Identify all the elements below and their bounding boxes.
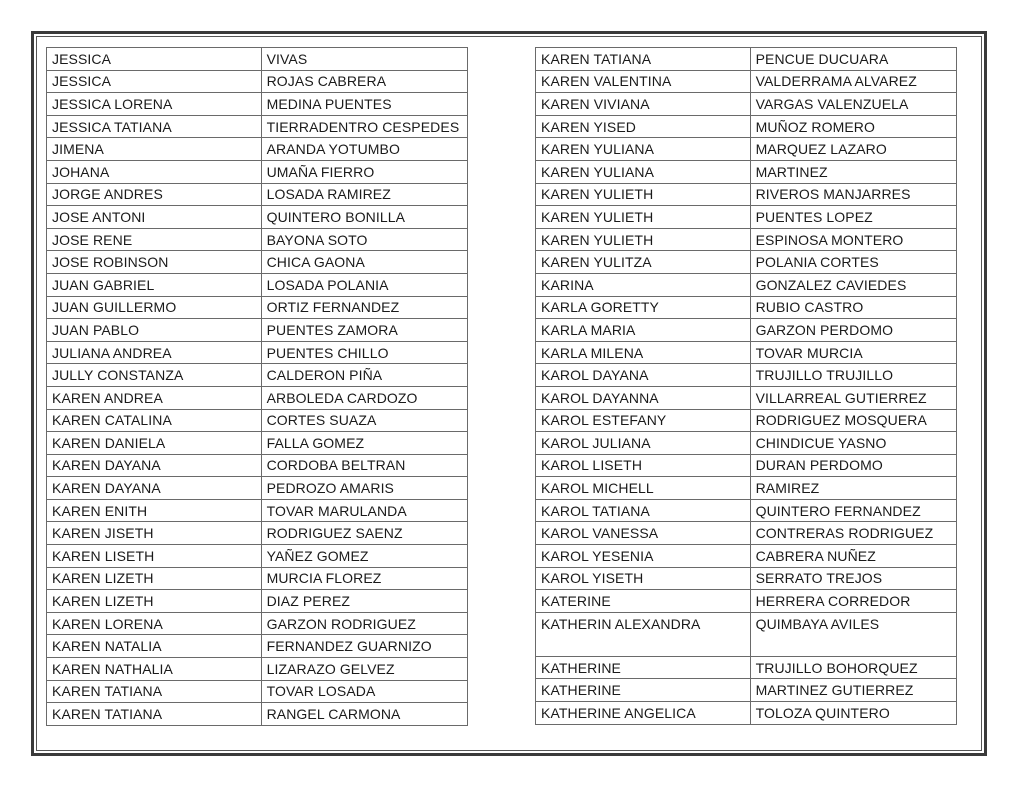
last-name-cell: LOSADA POLANIA	[261, 273, 467, 296]
table-row	[536, 296, 957, 319]
last-name-cell: BAYONA SOTO	[261, 228, 467, 251]
table-row	[536, 656, 957, 679]
table-row	[47, 160, 468, 183]
first-name-cell: KAREN VALENTINA	[536, 70, 751, 93]
first-name-cell: KAREN VIVIANA	[536, 93, 751, 116]
last-name-cell: RODRIGUEZ MOSQUERA	[750, 409, 956, 432]
table-row	[47, 658, 468, 681]
last-name-cell: POLANIA CORTES	[750, 251, 956, 274]
first-name-cell: JOSE RENE	[47, 228, 262, 251]
last-name-cell: FERNANDEZ GUARNIZO	[261, 635, 467, 658]
last-name-cell: CHICA GAONA	[261, 251, 467, 274]
last-name-cell: VALDERRAMA ALVAREZ	[750, 70, 956, 93]
last-name-cell: CORDOBA BELTRAN	[261, 454, 467, 477]
first-name-cell: KAROL JULIANA	[536, 432, 751, 455]
last-name-cell: VILLARREAL GUTIERREZ	[750, 386, 956, 409]
first-name-cell: KATHERIN ALEXANDRA	[536, 612, 751, 656]
last-name-cell: MARTINEZ	[750, 160, 956, 183]
last-name-cell: GONZALEZ CAVIEDES	[750, 273, 956, 296]
first-name-cell: JOSE ANTONI	[47, 206, 262, 229]
table-row	[47, 48, 468, 71]
table-row	[47, 545, 468, 568]
table-row	[47, 590, 468, 613]
last-name-cell: SERRATO TREJOS	[750, 567, 956, 590]
table-row	[47, 183, 468, 206]
first-name-cell: JULIANA ANDREA	[47, 341, 262, 364]
last-name-cell: VARGAS VALENZUELA	[750, 93, 956, 116]
table-row	[47, 251, 468, 274]
last-name-cell: RAMIREZ	[750, 477, 956, 500]
last-name-cell: ARANDA YOTUMBO	[261, 138, 467, 161]
table-row	[47, 206, 468, 229]
last-name-cell: QUINTERO BONILLA	[261, 206, 467, 229]
table-row	[536, 341, 957, 364]
table-row	[536, 273, 957, 296]
table-row	[47, 319, 468, 342]
last-name-cell: CABRERA NUÑEZ	[750, 545, 956, 568]
last-name-cell: FALLA GOMEZ	[261, 432, 467, 455]
table-row	[536, 477, 957, 500]
table-row	[47, 273, 468, 296]
table-row	[536, 545, 957, 568]
last-name-cell: MEDINA PUENTES	[261, 93, 467, 116]
first-name-cell: KAREN DANIELA	[47, 432, 262, 455]
first-name-cell: KAREN JISETH	[47, 522, 262, 545]
first-name-cell: JESSICA TATIANA	[47, 115, 262, 138]
first-name-cell: KAREN YULIETH	[536, 183, 751, 206]
first-name-cell: KATHERINE	[536, 679, 751, 702]
last-name-cell: MURCIA FLOREZ	[261, 567, 467, 590]
last-name-cell: PUENTES ZAMORA	[261, 319, 467, 342]
table-row	[536, 386, 957, 409]
first-name-cell: JORGE ANDRES	[47, 183, 262, 206]
last-name-cell: CHINDICUE YASNO	[750, 432, 956, 455]
first-name-cell: KAREN DAYANA	[47, 454, 262, 477]
first-name-cell: JUAN PABLO	[47, 319, 262, 342]
last-name-cell: TOVAR MURCIA	[750, 341, 956, 364]
table-row	[47, 341, 468, 364]
table-row	[47, 612, 468, 635]
first-name-cell: KARLA MILENA	[536, 341, 751, 364]
table-row	[47, 432, 468, 455]
last-name-cell: MUÑOZ ROMERO	[750, 115, 956, 138]
first-name-cell: KARLA GORETTY	[536, 296, 751, 319]
first-name-cell: JUAN GABRIEL	[47, 273, 262, 296]
first-name-cell: KATERINE	[536, 590, 751, 613]
first-name-cell: KATHERINE ANGELICA	[536, 702, 751, 725]
last-name-cell: TIERRADENTRO CESPEDES	[261, 115, 467, 138]
names-table-right	[535, 47, 957, 725]
first-name-cell: JIMENA	[47, 138, 262, 161]
table-row	[536, 567, 957, 590]
first-name-cell: KAREN ANDREA	[47, 386, 262, 409]
last-name-cell: TRUJILLO BOHORQUEZ	[750, 656, 956, 679]
first-name-cell: KAROL DAYANA	[536, 364, 751, 387]
table-row	[536, 679, 957, 702]
first-name-cell: KAREN TATIANA	[47, 680, 262, 703]
first-name-cell: KAREN YISED	[536, 115, 751, 138]
table-row	[47, 364, 468, 387]
table-row	[536, 160, 957, 183]
first-name-cell: JESSICA LORENA	[47, 93, 262, 116]
last-name-cell: ORTIZ FERNANDEZ	[261, 296, 467, 319]
table-row	[47, 93, 468, 116]
table-row	[536, 432, 957, 455]
table-row	[47, 477, 468, 500]
table-row	[536, 590, 957, 613]
table-row	[536, 93, 957, 116]
names-table-right-body	[536, 48, 957, 725]
last-name-cell: ROJAS CABRERA	[261, 70, 467, 93]
table-row	[47, 567, 468, 590]
last-name-cell: YAÑEZ GOMEZ	[261, 545, 467, 568]
first-name-cell: KAREN NATHALIA	[47, 658, 262, 681]
first-name-cell: KAREN CATALINA	[47, 409, 262, 432]
first-name-cell: JOHANA	[47, 160, 262, 183]
first-name-cell: KAREN NATALIA	[47, 635, 262, 658]
table-row	[536, 206, 957, 229]
table-row	[47, 454, 468, 477]
last-name-cell: ARBOLEDA CARDOZO	[261, 386, 467, 409]
last-name-cell: TRUJILLO TRUJILLO	[750, 364, 956, 387]
last-name-cell: TOVAR MARULANDA	[261, 499, 467, 522]
first-name-cell: KAREN YULIANA	[536, 160, 751, 183]
first-name-cell: KARINA	[536, 273, 751, 296]
last-name-cell: CONTRERAS RODRIGUEZ	[750, 522, 956, 545]
first-name-cell: KAROL MICHELL	[536, 477, 751, 500]
table-row	[47, 409, 468, 432]
table-row	[536, 612, 957, 656]
last-name-cell: PEDROZO AMARIS	[261, 477, 467, 500]
last-name-cell: RUBIO CASTRO	[750, 296, 956, 319]
last-name-cell: DURAN PERDOMO	[750, 454, 956, 477]
first-name-cell: KAROL VANESSA	[536, 522, 751, 545]
last-name-cell: GARZON RODRIGUEZ	[261, 612, 467, 635]
table-row	[47, 296, 468, 319]
first-name-cell: KAREN TATIANA	[536, 48, 751, 71]
last-name-cell: QUINTERO FERNANDEZ	[750, 499, 956, 522]
table-row	[536, 138, 957, 161]
last-name-cell: PUENTES LOPEZ	[750, 206, 956, 229]
table-row	[47, 522, 468, 545]
table-row	[536, 251, 957, 274]
table-row	[47, 499, 468, 522]
first-name-cell: KAREN LISETH	[47, 545, 262, 568]
first-name-cell: KAREN YULIANA	[536, 138, 751, 161]
table-row	[536, 702, 957, 725]
table-row	[536, 115, 957, 138]
first-name-cell: JESSICA	[47, 70, 262, 93]
first-name-cell: JOSE ROBINSON	[47, 251, 262, 274]
last-name-cell: CALDERON PIÑA	[261, 364, 467, 387]
table-row	[536, 48, 957, 71]
names-table-left	[46, 47, 468, 726]
first-name-cell: KAREN LIZETH	[47, 567, 262, 590]
first-name-cell: KATHERINE	[536, 656, 751, 679]
table-row	[47, 70, 468, 93]
names-table-left-body	[47, 48, 468, 726]
last-name-cell: ESPINOSA MONTERO	[750, 228, 956, 251]
first-name-cell: JULLY CONSTANZA	[47, 364, 262, 387]
table-row	[47, 138, 468, 161]
first-name-cell: KAREN DAYANA	[47, 477, 262, 500]
first-name-cell: KAREN LORENA	[47, 612, 262, 635]
last-name-cell: LIZARAZO GELVEZ	[261, 658, 467, 681]
last-name-cell: VIVAS	[261, 48, 467, 71]
table-row	[536, 409, 957, 432]
first-name-cell: KAROL LISETH	[536, 454, 751, 477]
last-name-cell: TOVAR LOSADA	[261, 680, 467, 703]
last-name-cell: QUIMBAYA AVILES	[750, 612, 956, 656]
table-row	[536, 70, 957, 93]
first-name-cell: KAREN YULITZA	[536, 251, 751, 274]
last-name-cell: DIAZ PEREZ	[261, 590, 467, 613]
table-row	[536, 522, 957, 545]
table-row	[536, 183, 957, 206]
first-name-cell: KAREN ENITH	[47, 499, 262, 522]
first-name-cell: JUAN GUILLERMO	[47, 296, 262, 319]
table-row	[47, 228, 468, 251]
table-row	[47, 680, 468, 703]
first-name-cell: KAROL TATIANA	[536, 499, 751, 522]
first-name-cell: KAROL YESENIA	[536, 545, 751, 568]
first-name-cell: KAROL YISETH	[536, 567, 751, 590]
first-name-cell: JESSICA	[47, 48, 262, 71]
first-name-cell: KAREN TATIANA	[47, 703, 262, 726]
last-name-cell: HERRERA CORREDOR	[750, 590, 956, 613]
last-name-cell: RANGEL CARMONA	[261, 703, 467, 726]
first-name-cell: KAREN YULIETH	[536, 228, 751, 251]
last-name-cell: PENCUE DUCUARA	[750, 48, 956, 71]
last-name-cell: UMAÑA FIERRO	[261, 160, 467, 183]
first-name-cell: KAROL DAYANNA	[536, 386, 751, 409]
last-name-cell: MARQUEZ LAZARO	[750, 138, 956, 161]
last-name-cell: MARTINEZ GUTIERREZ	[750, 679, 956, 702]
table-row	[536, 454, 957, 477]
last-name-cell: CORTES SUAZA	[261, 409, 467, 432]
first-name-cell: KAREN YULIETH	[536, 206, 751, 229]
last-name-cell: TOLOZA QUINTERO	[750, 702, 956, 725]
last-name-cell: RIVEROS MANJARRES	[750, 183, 956, 206]
table-row	[47, 703, 468, 726]
first-name-cell: KARLA MARIA	[536, 319, 751, 342]
last-name-cell: PUENTES CHILLO	[261, 341, 467, 364]
first-name-cell: KAROL ESTEFANY	[536, 409, 751, 432]
table-row	[536, 319, 957, 342]
table-row	[536, 228, 957, 251]
table-row	[47, 386, 468, 409]
last-name-cell: RODRIGUEZ SAENZ	[261, 522, 467, 545]
table-row	[47, 115, 468, 138]
table-row	[536, 364, 957, 387]
last-name-cell: LOSADA RAMIREZ	[261, 183, 467, 206]
table-row	[47, 635, 468, 658]
table-row	[536, 499, 957, 522]
first-name-cell: KAREN LIZETH	[47, 590, 262, 613]
last-name-cell: GARZON PERDOMO	[750, 319, 956, 342]
